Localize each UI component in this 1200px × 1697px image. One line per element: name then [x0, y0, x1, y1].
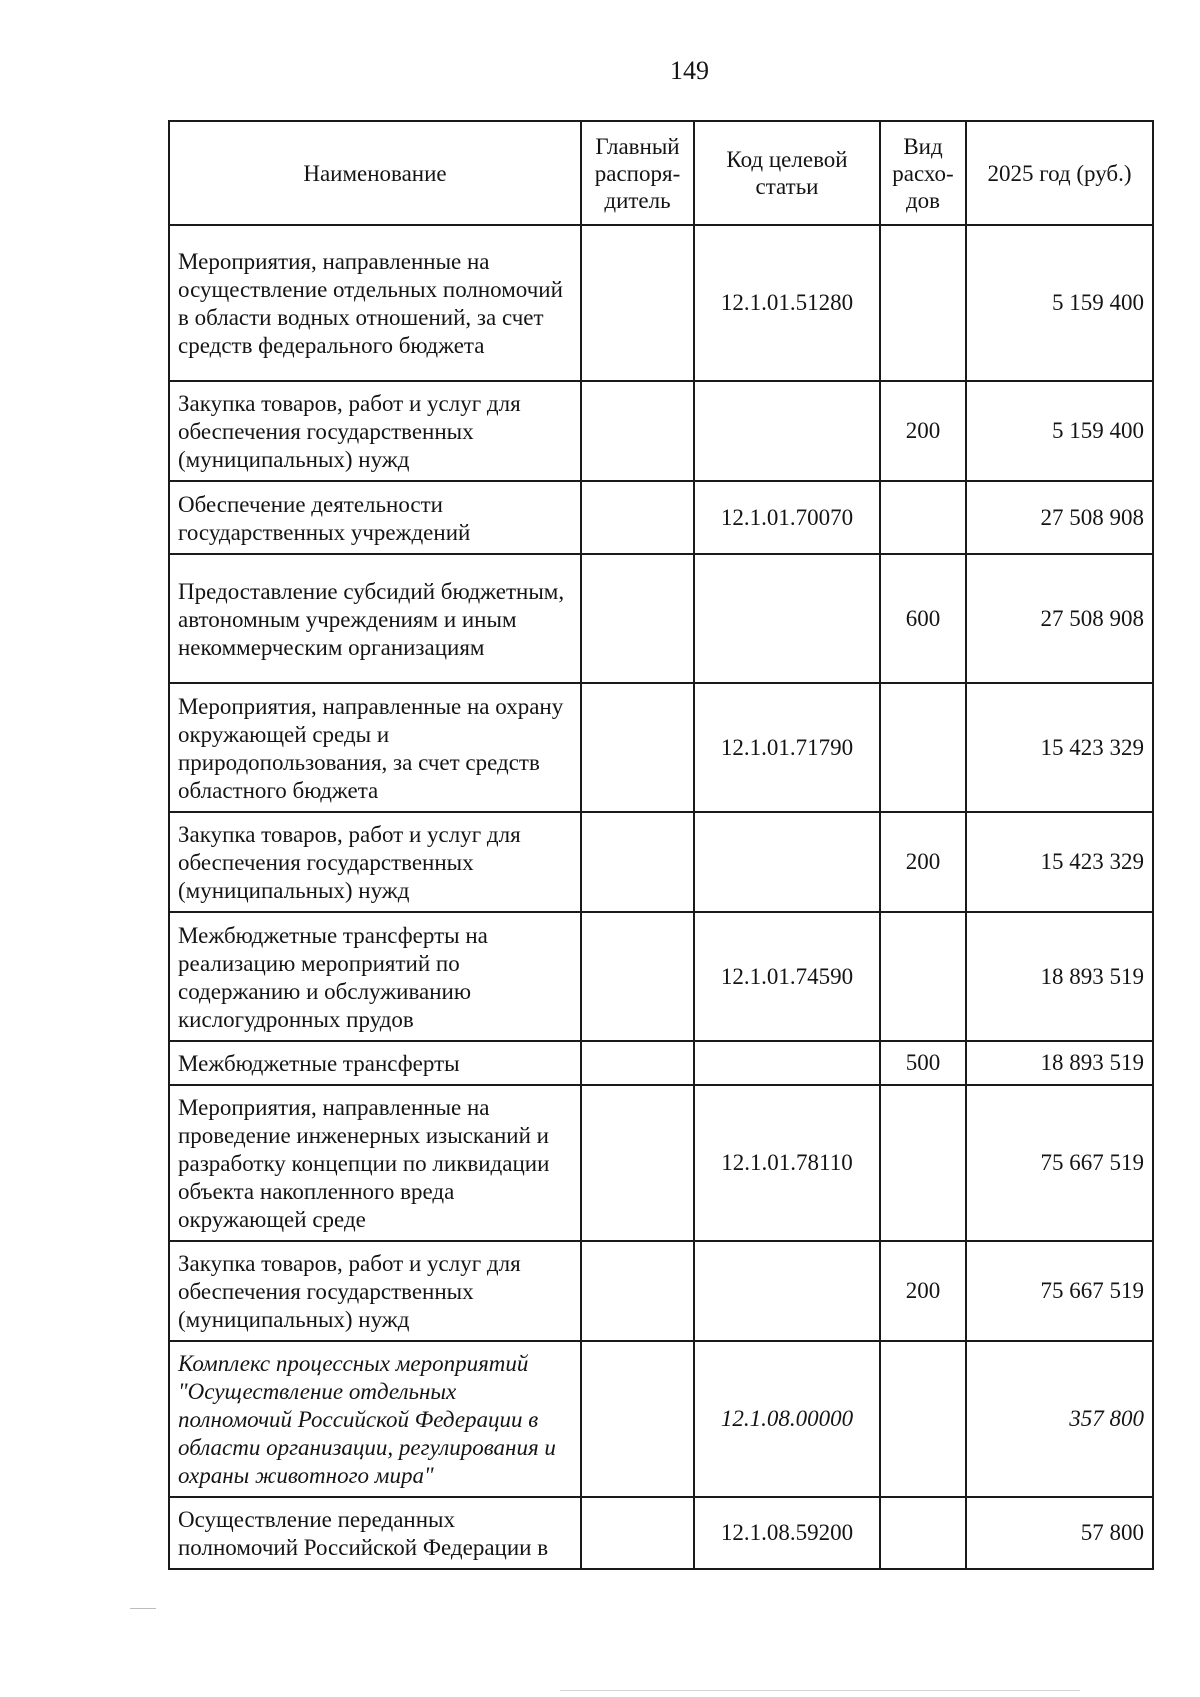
row-expense-type-cell [880, 912, 966, 1041]
row-amount-cell: 5 159 400 [966, 381, 1153, 481]
row-main-manager-cell [581, 1241, 694, 1341]
row-target-code-cell [694, 1041, 880, 1085]
row-name-cell: Предоставление субсидий бюджетным, автономным учреждениям и иным некоммерческим организациям [169, 554, 581, 683]
table-row [169, 812, 1153, 912]
row-amount-cell: 75 667 519 [966, 1085, 1153, 1241]
row-amount-cell: 5 159 400 [966, 225, 1153, 381]
row-name-cell: Закупка товаров, работ и услуг для обеспечения государственных (муниципальных) нужд [169, 812, 581, 912]
row-name-cell: Комплекс процессных мероприятий "Осуществление отдельных полномочий Российской Федерации в области организации, регулирования и охраны животного мира" [169, 1341, 581, 1497]
row-name-cell: Межбюджетные трансферты [169, 1041, 581, 1085]
row-target-code-cell [694, 1241, 880, 1341]
table-row [169, 683, 1153, 812]
row-name-cell: Закупка товаров, работ и услуг для обеспечения государственных (муниципальных) нужд [169, 381, 581, 481]
row-main-manager-cell [581, 812, 694, 912]
row-name-cell: Обеспечение деятельности государственных учреждений [169, 481, 581, 554]
row-target-code-cell [694, 812, 880, 912]
row-amount-cell: 27 508 908 [966, 554, 1153, 683]
table-row [169, 554, 1153, 683]
row-main-manager-cell [581, 1041, 694, 1085]
table-row [169, 1241, 1153, 1341]
row-expense-type-cell [880, 481, 966, 554]
row-main-manager-cell [581, 1497, 694, 1569]
row-main-manager-cell [581, 1085, 694, 1241]
row-main-manager-cell [581, 554, 694, 683]
row-name-cell: Закупка товаров, работ и услуг для обеспечения государственных (муниципальных) нужд [169, 1241, 581, 1341]
row-expense-type-cell: 200 [880, 381, 966, 481]
table-row [169, 1341, 1153, 1497]
row-expense-type-cell [880, 683, 966, 812]
row-target-code-cell [694, 554, 880, 683]
row-amount-cell: 18 893 519 [966, 1041, 1153, 1085]
row-name-cell: Осуществление переданных полномочий Российской Федерации в [169, 1497, 581, 1569]
header-main-manager: Главный распоря-дитель [581, 121, 694, 225]
table-row [169, 1497, 1153, 1569]
header-target-code: Код целевой статьи [694, 121, 880, 225]
row-expense-type-cell [880, 1341, 966, 1497]
header-expense-type: Вид расхо-дов [880, 121, 966, 225]
row-name-cell: Мероприятия, направленные на осуществление отдельных полномочий в области водных отношений, за счет средств федерального бюджета [169, 225, 581, 381]
row-main-manager-cell [581, 912, 694, 1041]
row-target-code-cell: 12.1.08.59200 [694, 1497, 880, 1569]
row-main-manager-cell [581, 481, 694, 554]
table-row [169, 481, 1153, 554]
row-amount-cell: 15 423 329 [966, 683, 1153, 812]
row-amount-cell: 15 423 329 [966, 812, 1153, 912]
row-amount-cell: 357 800 [966, 1341, 1153, 1497]
row-target-code-cell: 12.1.01.51280 [694, 225, 880, 381]
row-main-manager-cell [581, 683, 694, 812]
row-main-manager-cell [581, 1341, 694, 1497]
row-expense-type-cell: 200 [880, 812, 966, 912]
budget-table [168, 120, 1154, 1570]
row-name-cell: Мероприятия, направленные на проведение инженерных изысканий и разработку концепции по ликвидации объекта накопленного вреда окружающей среде [169, 1085, 581, 1241]
row-amount-cell: 27 508 908 [966, 481, 1153, 554]
row-target-code-cell [694, 381, 880, 481]
table-row [169, 381, 1153, 481]
row-expense-type-cell [880, 1497, 966, 1569]
row-amount-cell: 18 893 519 [966, 912, 1153, 1041]
row-expense-type-cell [880, 225, 966, 381]
row-expense-type-cell: 600 [880, 554, 966, 683]
row-amount-cell: 75 667 519 [966, 1241, 1153, 1341]
row-main-manager-cell [581, 381, 694, 481]
row-target-code-cell: 12.1.01.78110 [694, 1085, 880, 1241]
header-name: Наименование [169, 121, 581, 225]
row-target-code-cell: 12.1.01.74590 [694, 912, 880, 1041]
table-row [169, 1085, 1153, 1241]
table-row [169, 912, 1153, 1041]
row-expense-type-cell [880, 1085, 966, 1241]
header-year-2025: 2025 год (руб.) [966, 121, 1153, 225]
row-expense-type-cell: 200 [880, 1241, 966, 1341]
row-target-code-cell: 12.1.01.71790 [694, 683, 880, 812]
scan-artifact [130, 1608, 156, 1609]
table-row [169, 1041, 1153, 1085]
row-name-cell: Межбюджетные трансферты на реализацию мероприятий по содержанию и обслуживанию кислогудронных прудов [169, 912, 581, 1041]
table-row [169, 225, 1153, 381]
row-target-code-cell: 12.1.08.00000 [694, 1341, 880, 1497]
row-target-code-cell: 12.1.01.70070 [694, 481, 880, 554]
table-header-row [169, 121, 1153, 225]
row-expense-type-cell: 500 [880, 1041, 966, 1085]
row-name-cell: Мероприятия, направленные на охрану окружающей среды и природопользования, за счет средств областного бюджета [169, 683, 581, 812]
row-main-manager-cell [581, 225, 694, 381]
scan-artifact [560, 1690, 1080, 1691]
row-amount-cell: 57 800 [966, 1497, 1153, 1569]
page-number: 149 [670, 56, 709, 85]
